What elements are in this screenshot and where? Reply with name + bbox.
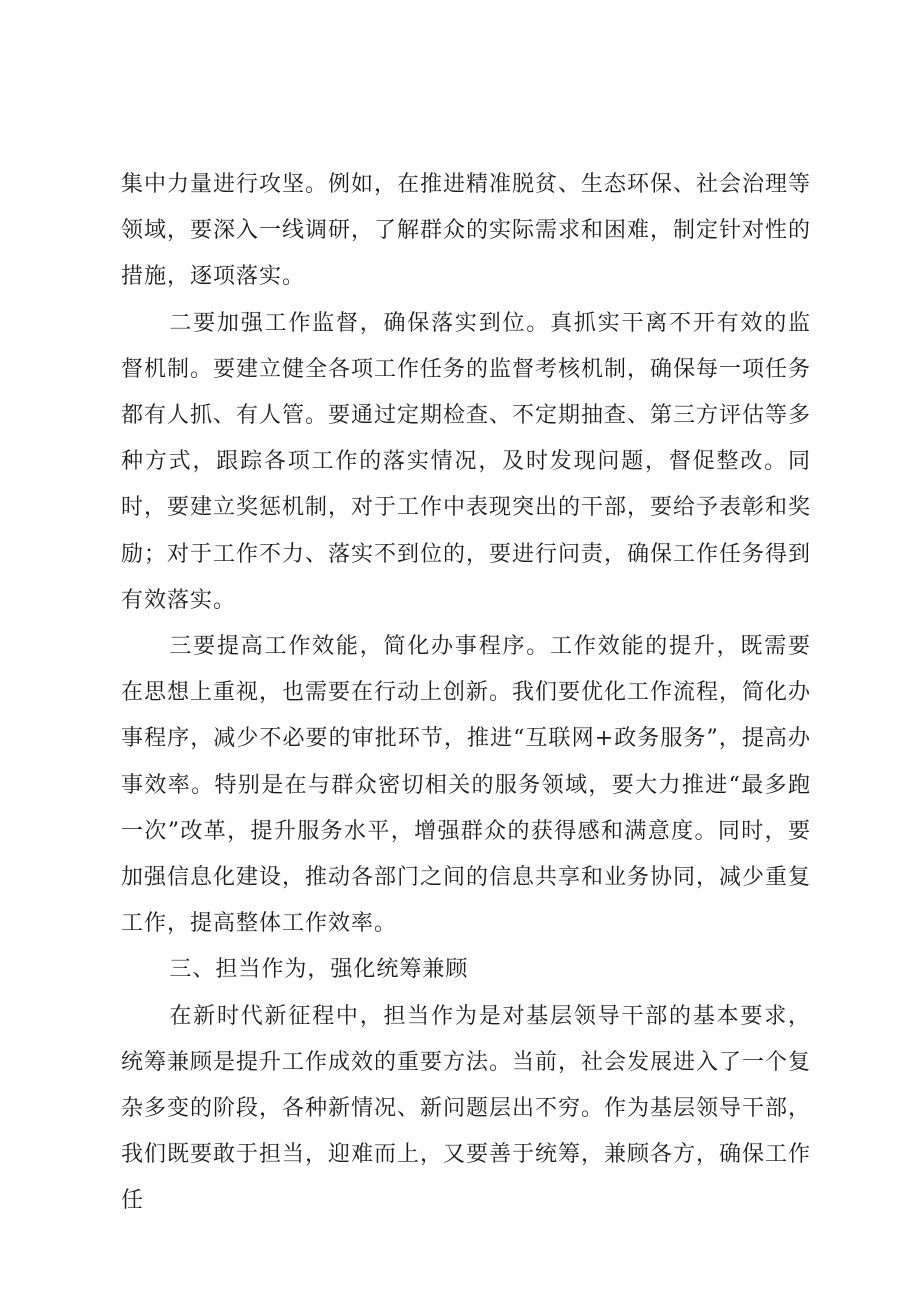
paragraph-responsibility: 在新时代新征程中，担当作为是对基层领导干部的基本要求，统筹兼顾是提升工作成效的重要方法。当前，社会发展进入了一个复杂多变的阶段，各种新情况、新问题层出不穷。作为基层领导干部，我们既要敢于担当，迎难而上，又要善于统筹，兼顾各方，确保工作任: [121, 1003, 812, 1214]
document-body: [121, 162, 811, 1225]
section-heading: 三、担当作为，强化统筹兼顾: [169, 957, 469, 983]
paragraph-efficiency: 三要提高工作效能，简化办事程序。工作效能的提升，既需要在思想上重视，也需要在行动上创新。我们要优化工作流程，简化办事程序，减少不必要的审批环节，推进“互联网+政务服务”，提高办事效率。特别是在与群众密切相关的服务领域，要大力推进“最多跑一次”改革，提升服务水平，增强群众的获得感和满意度。同时，要加强信息化建设，推动各部门之间的信息共享和业务协同，减少重复工作，提高整体工作效率。: [121, 634, 812, 937]
paragraph-supervision: 二要加强工作监督，确保落实到位。真抓实干离不开有效的监督机制。要建立健全各项工作任务的监督考核机制，确保每一项任务都有人抓、有人管。要通过定期检查、不定期抽查、第三方评估等多种方式，跟踪各项工作的落实情况，及时发现问题，督促整改。同时，要建立奖惩机制，对于工作中表现突出的干部，要给予表彰和奖励；对于工作不力、落实不到位的，要进行问责，确保工作任务得到有效落实。: [121, 310, 812, 613]
paragraph-continuation: 集中力量进行攻坚。例如，在推进精准脱贫、生态环保、社会治理等领域，要深入一线调研，了解群众的实际需求和困难，制定针对性的措施，逐项落实。: [121, 172, 812, 290]
